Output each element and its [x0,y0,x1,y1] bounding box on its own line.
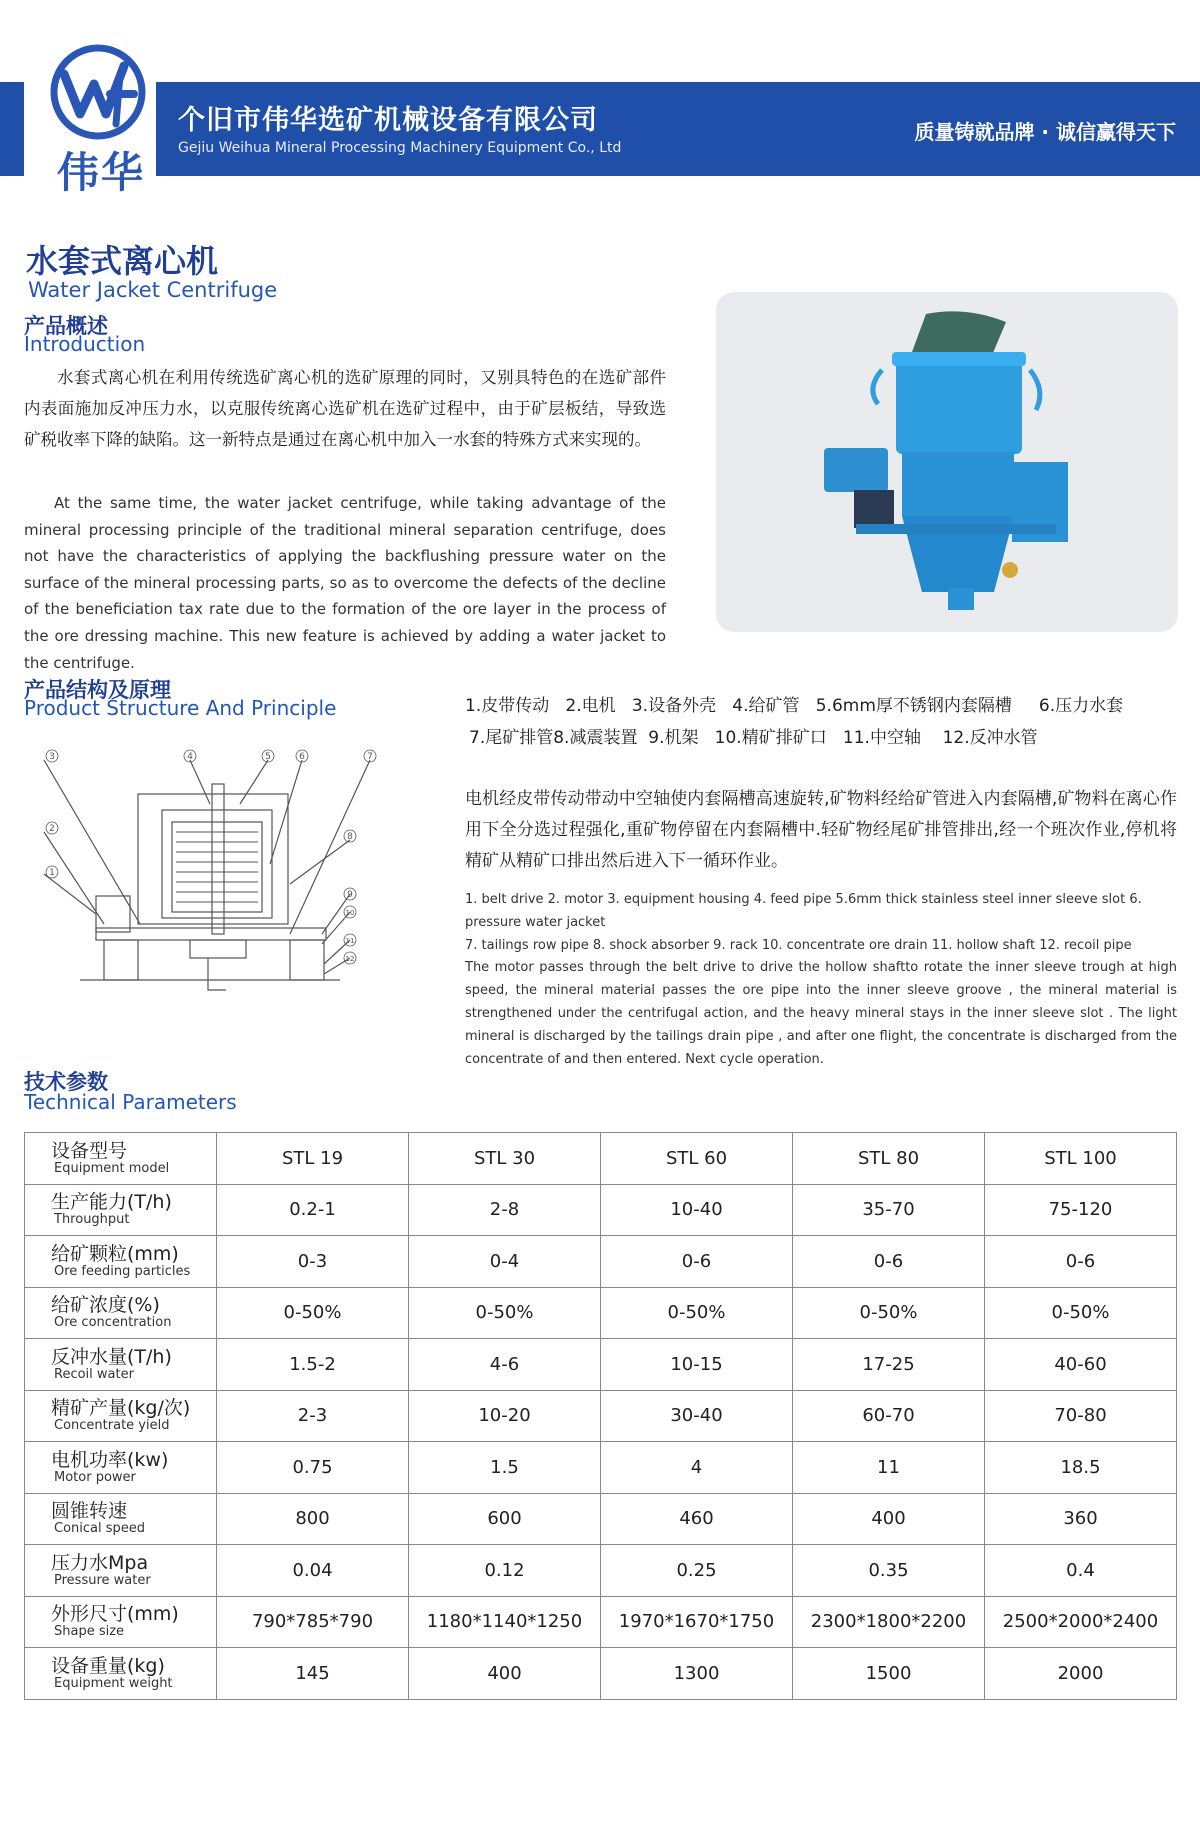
diagram-label-5: 5 [265,752,271,762]
table-cell: 0-50% [601,1287,793,1339]
parts-list-en [465,888,1177,957]
row-label [25,1133,217,1185]
table-cell: 400 [409,1648,601,1700]
parts-en-line-2: 7. tailings row pipe 8. shock absorber 9. rack 10. concentrate ore drain 11. hollow shaft 12. recoil pipe [465,938,1132,953]
parts-cn-line-1: 1.皮带传动 2.电机 3.设备外壳 4.给矿管 5.6mm厚不锈钢内套隔槽 6.压力水套 [465,696,1124,716]
table-cell: 0-50% [985,1287,1177,1339]
row-label [25,1390,217,1442]
parts-cn-line-2: 7.尾矿排管8.减震装置 9.机架 10.精矿排矿口 11.中空轴 12.反冲水管 [469,728,1038,748]
row-label [25,1545,217,1597]
table-cell: 2-8 [409,1184,601,1236]
table-cell: 0.4 [985,1545,1177,1597]
table-cell: 790*785*790 [217,1596,409,1648]
table-cell: 70-80 [985,1390,1177,1442]
diagram-label-7: 7 [367,752,373,762]
table-cell: 800 [217,1493,409,1545]
intro-text-cn: 水套式离心机在利用传统选矿离心机的选矿原理的同时，又别具特色的在选矿部件内表面施加反冲压力水，以克服传统离心选矿机在选矿过程中，由于矿层板结，导致选矿税收率下降的缺陷。这一新特点是通过在离心机中加入一水套的特殊方式来实现的。 [24,368,666,449]
logo [24,40,156,210]
logo-mark-icon [50,44,146,140]
diagram-label-3: 3 [49,752,55,762]
row-label-cn: 给矿颗粒(mm) [51,1242,179,1265]
table-cell: 460 [601,1493,793,1545]
params-heading-cn: 技术参数 [24,1070,108,1094]
diagram-label-2: 2 [49,824,55,834]
row-label [25,1493,217,1545]
row-label [25,1596,217,1648]
product-photo [716,292,1178,632]
logo-text: 伟华 [56,148,145,197]
table-cell: 2300*1800*2200 [793,1596,985,1648]
table-cell: 0-3 [217,1236,409,1288]
row-label-en: Motor power [54,1469,136,1485]
intro-heading-en: Introduction [24,332,146,356]
table-cell: 2-3 [217,1390,409,1442]
table-row [25,1184,1177,1236]
table-cell: 0.25 [601,1545,793,1597]
table-row [25,1442,1177,1494]
table-cell: 11 [793,1442,985,1494]
row-label-cn: 圆锥转速 [51,1500,128,1523]
table-row [25,1390,1177,1442]
table-cell: 1300 [601,1648,793,1700]
row-label-en: Recoil water [54,1366,134,1382]
table-cell: 40-60 [985,1339,1177,1391]
row-label-en: Equipment weight [54,1675,173,1691]
table-row [25,1648,1177,1700]
table-cell: 0.04 [217,1545,409,1597]
row-label [25,1442,217,1494]
table-cell: STL 100 [985,1133,1177,1185]
row-label-cn: 压力水Mpa [51,1551,149,1574]
diagram-label-10: 10 [345,909,355,917]
table-cell: 4 [601,1442,793,1494]
row-label-en: Ore feeding particles [54,1263,191,1279]
row-label [25,1236,217,1288]
table-cell: 360 [985,1493,1177,1545]
table-cell: 145 [217,1648,409,1700]
table-row [25,1236,1177,1288]
product-title-cn: 水套式离心机 [26,242,219,280]
table-cell: 10-20 [409,1390,601,1442]
structure-heading-cn: 产品结构及原理 [24,678,171,702]
table-cell: 0-4 [409,1236,601,1288]
parts-list-cn [465,690,1185,754]
row-label-cn: 电机功率(kw) [51,1448,169,1471]
table-cell: 30-40 [601,1390,793,1442]
structure-heading-en: Product Structure And Principle [24,696,337,720]
table-row [25,1339,1177,1391]
row-label-en: Ore concentration [54,1315,172,1331]
row-label-cn: 给矿浓度(%) [51,1294,160,1317]
table-cell: 75-120 [985,1184,1177,1236]
parts-en-line-1: 1. belt drive 2. motor 3. equipment housing 4. feed pipe 5.6mm thick stainless steel inner sleeve slot 6. pressure water jacket [465,892,1142,930]
row-label-cn: 外形尺寸(mm) [51,1603,179,1626]
table-cell: 0-50% [793,1287,985,1339]
diagram-label-9: 9 [347,890,353,900]
row-label-en: Pressure water [54,1572,151,1588]
table-cell: 1.5 [409,1442,601,1494]
params-heading-en: Technical Parameters [24,1090,237,1114]
table-cell: 0-50% [409,1287,601,1339]
diagram-label-1: 1 [49,868,55,878]
slogan: 质量铸就品牌 · 诚信赢得天下 [914,120,1176,144]
centrifuge-illustration [716,292,1178,632]
table-cell: 0-6 [793,1236,985,1288]
table-cell: 35-70 [793,1184,985,1236]
company-name-cn: 个旧市伟华选矿机械设备有限公司 [178,105,598,136]
row-label-cn: 生产能力(T/h) [51,1191,172,1214]
row-label-en: Concentrate yield [54,1418,170,1434]
table-cell: 4-6 [409,1339,601,1391]
row-label-en: Shape size [54,1624,125,1640]
table-cell: STL 80 [793,1133,985,1185]
table-cell: STL 19 [217,1133,409,1185]
diagram-label-12: 12 [345,955,355,963]
table-cell: 1970*1670*1750 [601,1596,793,1648]
table-cell: 60-70 [793,1390,985,1442]
row-label [25,1287,217,1339]
row-label-en: Throughput [54,1212,130,1228]
table-cell: 0-6 [601,1236,793,1288]
principle-text-cn: 电机经皮带传动带动中空轴使内套隔槽高速旋转,矿物料经给矿管进入内套隔槽,矿物料在离心作用下全分选过程强化,重矿物停留在内套隔槽中.轻矿物经尾矿排管排出,经一个班次作业,停机将精矿从精矿口排出然后进入下一循环作业。 [465,789,1177,871]
row-label-cn: 反冲水量(T/h) [51,1345,172,1368]
diagram-label-4: 4 [187,752,193,762]
table-cell: 0-6 [985,1236,1177,1288]
row-label-cn: 精矿产量(kg/次) [51,1397,191,1420]
row-label-en: Equipment model [54,1160,170,1176]
intro-heading-cn: 产品概述 [24,314,108,338]
table-cell: 0.12 [409,1545,601,1597]
table-cell: 2500*2000*2400 [985,1596,1177,1648]
row-label [25,1648,217,1700]
diagram-label-6: 6 [299,752,305,762]
diagram-label-8: 8 [347,832,353,842]
row-label-en: Conical speed [54,1521,146,1537]
table-cell: 1180*1140*1250 [409,1596,601,1648]
row-label [25,1339,217,1391]
table-cell: 1500 [793,1648,985,1700]
table-row [25,1133,1177,1185]
table-row [25,1287,1177,1339]
table-cell: 0.75 [217,1442,409,1494]
intro-text-en: At the same time, the water jacket centrifuge, while taking advantage of the mineral processing principle of the traditional mineral separation centrifuge, does not have the characteristics of applying the backflushing pressure water on the surface of the mineral processing parts, so as to overcome the defects of the decline of the beneficiation tax rate due to the formation of the ore layer in the process of the ore dressing machine. This new feature is achieved by adding a water jacket to the centrifuge. [24,494,666,672]
table-cell: STL 60 [601,1133,793,1185]
row-label [25,1184,217,1236]
params-table [24,1132,1177,1700]
table-cell: 10-15 [601,1339,793,1391]
table-cell: 17-25 [793,1339,985,1391]
row-label-cn: 设备型号 [51,1139,128,1162]
table-cell: 18.5 [985,1442,1177,1494]
table-cell: 1.5-2 [217,1339,409,1391]
table-cell: 400 [793,1493,985,1545]
principle-text-en: The motor passes through the belt drive to drive the hollow shaftto rotate the inner sleeve trough at high speed, the mineral material passes the ore pipe into the inner sleeve groove , the mineral material is strengthened under the centrifugal action, and the heavy mineral stays in the inner sleeve slot . The light mineral is discharged by the tailings drain pipe , and after one flight, the concentrate is discharged from the concentrate of and then entered. Next cycle operation. [465,960,1177,1067]
table-cell: 2000 [985,1648,1177,1700]
diagram-label-11: 11 [345,937,355,945]
table-row [25,1545,1177,1597]
table-cell: 600 [409,1493,601,1545]
table-cell: 0-50% [217,1287,409,1339]
table-cell: STL 30 [409,1133,601,1185]
table-cell: 0.2-1 [217,1184,409,1236]
table-row [25,1596,1177,1648]
table-row [25,1493,1177,1545]
table-cell: 10-40 [601,1184,793,1236]
structure-diagram [40,744,385,1006]
product-title-en: Water Jacket Centrifuge [28,278,278,302]
company-name-en: Gejiu Weihua Mineral Processing Machinery Equipment Co., Ltd [178,140,622,156]
table-cell: 0.35 [793,1545,985,1597]
row-label-cn: 设备重量(kg) [51,1654,165,1677]
